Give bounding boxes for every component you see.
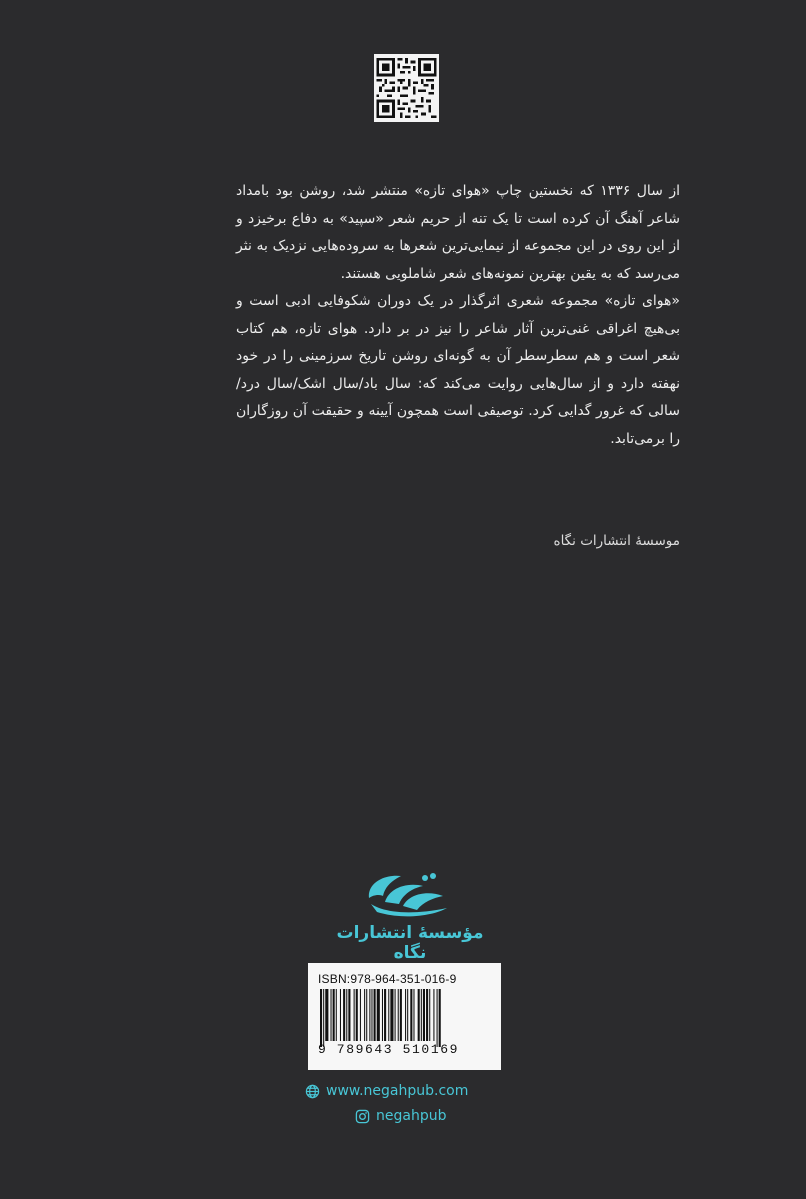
barcode-bar — [405, 989, 406, 1041]
barcode-bar — [390, 989, 393, 1041]
barcode-bar — [382, 989, 383, 1041]
instagram-icon — [355, 1109, 370, 1124]
barcode-bar — [400, 989, 402, 1041]
barcode-bar — [336, 989, 337, 1041]
instagram-link[interactable] — [355, 1108, 575, 1124]
barcode-bar — [410, 989, 412, 1041]
publisher-credit: موسسهٔ انتشارات نگاه — [553, 533, 680, 549]
barcode-bar — [377, 989, 380, 1041]
barcode-bars — [318, 989, 491, 1047]
barcode-bar — [426, 989, 428, 1041]
back-cover-description — [236, 178, 680, 453]
barcode-bar — [398, 989, 399, 1041]
barcode-bar — [331, 989, 332, 1041]
barcode-bar — [346, 989, 347, 1041]
website-link[interactable] — [305, 1083, 525, 1099]
barcode-bar — [423, 989, 425, 1041]
barcode-bar — [364, 989, 365, 1041]
barcode-bar — [429, 989, 430, 1041]
barcode-bar — [371, 989, 372, 1041]
barcode-bar — [369, 989, 370, 1041]
barcode-bar — [439, 989, 441, 1047]
isbn-number: ISBN:978-964-351-016-9 — [318, 972, 457, 986]
barcode-bar — [356, 989, 358, 1041]
qr-code-icon — [374, 54, 439, 122]
barcode-bar — [348, 989, 350, 1041]
barcode-bar — [413, 989, 414, 1041]
description-paragraph-1: از سال ۱۳۳۶ که نخستین چاپ «هوای تازه» منتشر شد، روشن بود بامداد شاعر آهنگ آن کرده است تا یک تنه از حریم شعر «سپید» به دفاع برخیزد و از این روی در این مجموعه از نیمایی‌ترین شعرها به سروده‌هایی نزدیک به نثر می‌رسد که به یقین بهترین نمونه‌های شعر شاملویی هستند. — [236, 183, 680, 282]
barcode-bar — [354, 989, 355, 1041]
barcode-bar — [325, 989, 328, 1041]
barcode-bar — [340, 989, 341, 1041]
barcode-bar — [360, 989, 361, 1041]
barcode-bar — [388, 989, 389, 1041]
barcode-bar — [374, 989, 376, 1041]
barcode-bar — [333, 989, 335, 1041]
barcode-bar — [320, 989, 322, 1047]
barcode-bar — [421, 989, 422, 1041]
barcode-bar — [366, 989, 367, 1041]
isbn-barcode — [308, 963, 501, 1070]
barcode-bar — [343, 989, 345, 1041]
barcode-bar — [384, 989, 386, 1041]
barcode-digits: 9 789643 510169 — [318, 1042, 460, 1057]
instagram-handle[interactable]: negahpub — [376, 1108, 447, 1124]
website-url[interactable]: www.negahpub.com — [326, 1083, 469, 1099]
barcode-bar — [407, 989, 408, 1041]
publisher-logo-name: مؤسسهٔ انتشارات نگاه — [336, 923, 484, 963]
barcode-bar — [418, 989, 420, 1041]
publisher-logo — [325, 868, 495, 963]
description-paragraph-2: «هوای تازه» مجموعه شعری اثرگذار در یک دوران شکوفایی ادبی است و بی‌هیچ اغراقی غنی‌ترین آثار شاعر را نیز در بر دارد. هوای تازه، هم کتاب شعر است و هم سطرسطر آن به گونه‌ای روشن تاریخ سرزمینی را در خود نهفته دارد و از سال‌هایی روایت می‌کند که: سال باد/سال اشک/سال درد/سالی که غرور گدایی کرد. توصیفی است همچون آیینه و حقیقت آن روزگاران را برمی‌تابد. — [236, 293, 680, 447]
barcode-bar — [437, 989, 438, 1047]
globe-icon — [305, 1084, 320, 1099]
negah-logo-icon — [363, 868, 453, 920]
barcode-bar — [395, 989, 396, 1041]
barcode-bar — [323, 989, 324, 1047]
barcode-bar — [433, 989, 434, 1041]
